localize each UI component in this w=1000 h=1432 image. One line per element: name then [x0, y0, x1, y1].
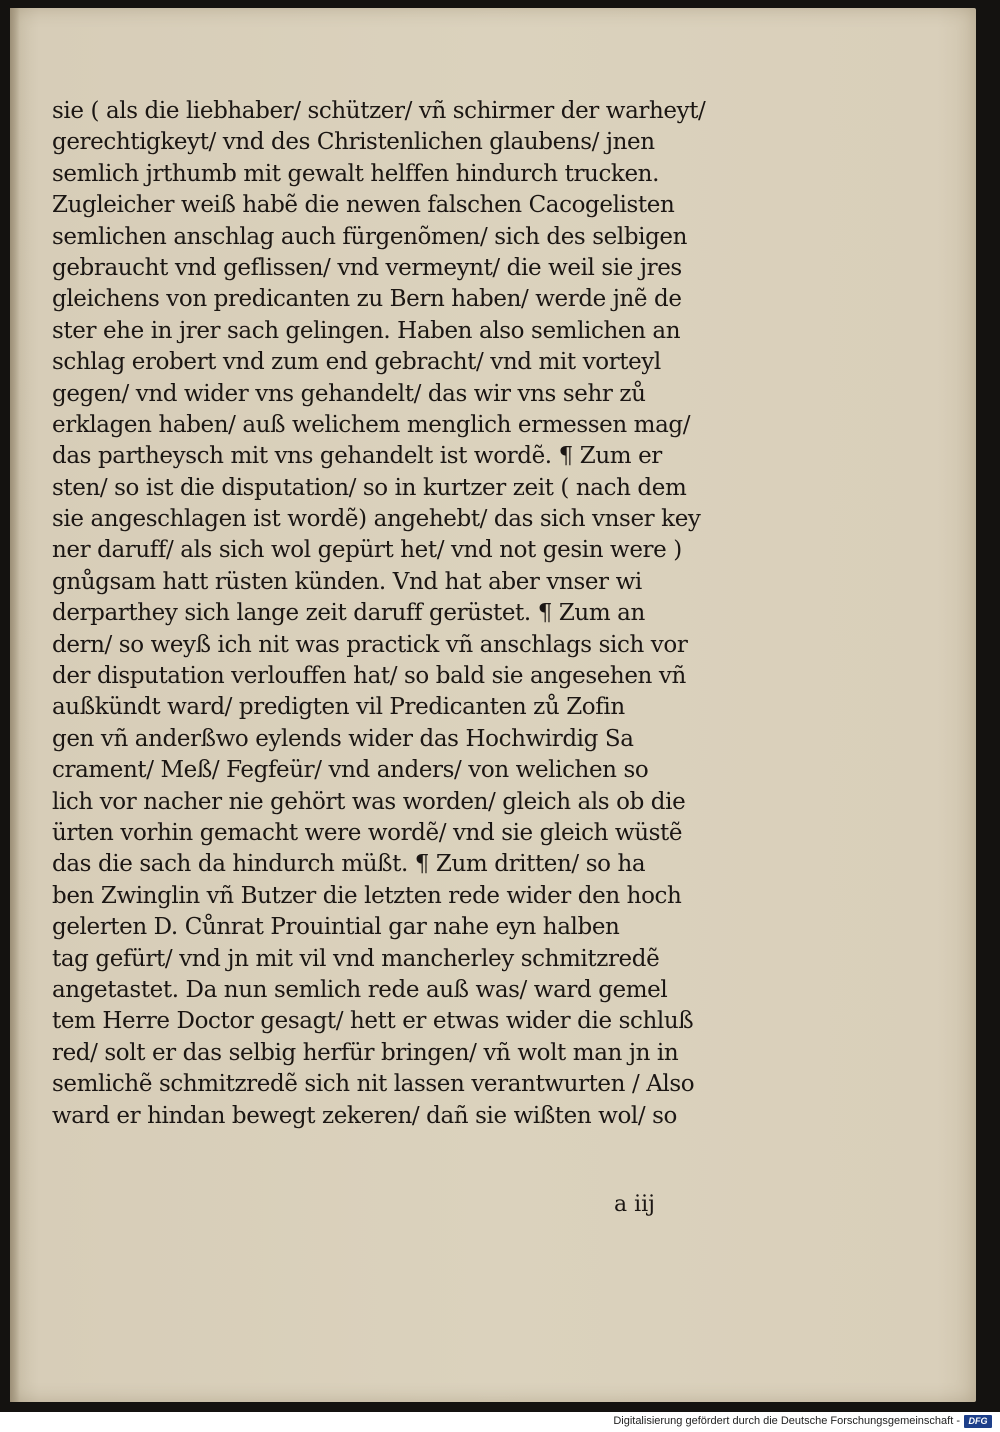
text-line: gleichens von predicanten zu Bern haben/ werde jnẽ de: [52, 286, 682, 313]
text-line: crament/ Meß/ Fegfeür/ vnd anders/ von welichen so: [52, 757, 649, 784]
text-line: tem Herre Doctor gesagt/ hett er etwas wider die schluß: [52, 1008, 694, 1035]
page-text-block: [52, 96, 752, 1132]
text-line: ben Zwinglin vñ Butzer die letzten rede wider den hoch: [52, 882, 682, 909]
page-gutter-shadow: [10, 8, 20, 1402]
text-line: das die sach da hindurch müßt. ¶ Zum dritten/ so ha: [52, 851, 646, 878]
text-line: angetastet. Da nun semlich rede auß was/ ward gemel: [52, 976, 668, 1003]
footer-bar: [0, 1412, 1000, 1432]
text-line: tag gefürt/ vnd jn mit vil vnd mancherley schmitzredẽ: [52, 945, 660, 972]
text-line: gegen/ vnd wider vns gehandelt/ das wir vns sehr zů: [52, 380, 646, 407]
text-line: semlichen anschlag auch fürgenõmen/ sich des selbigen: [52, 223, 688, 250]
funding-credit: Digitalisierung gefördert durch die Deutsche Forschungsgemeinschaft -: [613, 1415, 960, 1427]
text-line: der disputation verlouffen hat/ so bald sie angesehen vñ: [52, 663, 686, 690]
text-line: außkündt ward/ predigten vil Predicanten zů Zofin: [52, 694, 625, 721]
text-line: lich vor nacher nie gehört was worden/ gleich als ob die: [52, 788, 686, 815]
text-line: sie angeschlagen ist wordẽ) angehebt/ das sich vnser key: [52, 506, 701, 533]
text-line: Zugleicher weiß habẽ die newen falschen Cacogelisten: [52, 192, 675, 219]
text-line: dern/ so weyß ich nit was practick vñ anschlags sich vor: [52, 631, 688, 658]
text-line: derparthey sich lange zeit daruff gerüstet. ¶ Zum an: [52, 600, 645, 627]
text-line: schlag erobert vnd zum end gebracht/ vnd mit vorteyl: [52, 349, 661, 376]
text-line: ster ehe in jrer sach gelingen. Haben also semlichen an: [52, 317, 681, 344]
text-line: sie ( als die liebhaber/ schützer/ vñ schirmer der warheyt/: [52, 98, 706, 124]
text-line: gebraucht vnd geflissen/ vnd vermeynt/ die weil sie jres: [52, 254, 682, 281]
text-line: ner daruff/ als sich wol gepürt het/ vnd not gesin were ): [52, 537, 682, 564]
text-line: ürten vorhin gemacht were wordẽ/ vnd sie gleich wüstẽ: [52, 819, 683, 846]
text-line: das partheysch mit vns gehandelt ist wordẽ. ¶ Zum er: [52, 443, 662, 470]
text-line: gen vñ anderßwo eylends wider das Hochwirdig Sa: [52, 725, 634, 752]
text-line: gnůgsam hatt rüsten künden. Vnd hat aber vnser wi: [52, 568, 642, 595]
text-line: semlichẽ schmitzredẽ sich nit lassen verantwurten / Also: [52, 1071, 695, 1098]
text-line: ward er hindan bewegt zekeren/ dañ sie wißten wol/ so: [52, 1102, 677, 1129]
dfg-logo-icon: DFG: [964, 1415, 992, 1428]
text-line: gelerten D. Cůnrat Prouintial gar nahe eyn halben: [52, 914, 620, 941]
signature-mark: a iij: [614, 1192, 656, 1217]
text-line: red/ solt er das selbig herfür bringen/ vñ wolt man jn in: [52, 1039, 679, 1066]
text-line: erklagen haben/ auß welichem menglich ermessen mag/: [52, 411, 691, 438]
text-line: sten/ so ist die disputation/ so in kurtzer zeit ( nach dem: [52, 474, 687, 501]
text-line: semlich jrthumb mit gewalt helffen hindurch trucken.: [52, 160, 660, 187]
text-line: gerechtigkeyt/ vnd des Christenlichen glaubens/ jnen: [52, 129, 655, 156]
